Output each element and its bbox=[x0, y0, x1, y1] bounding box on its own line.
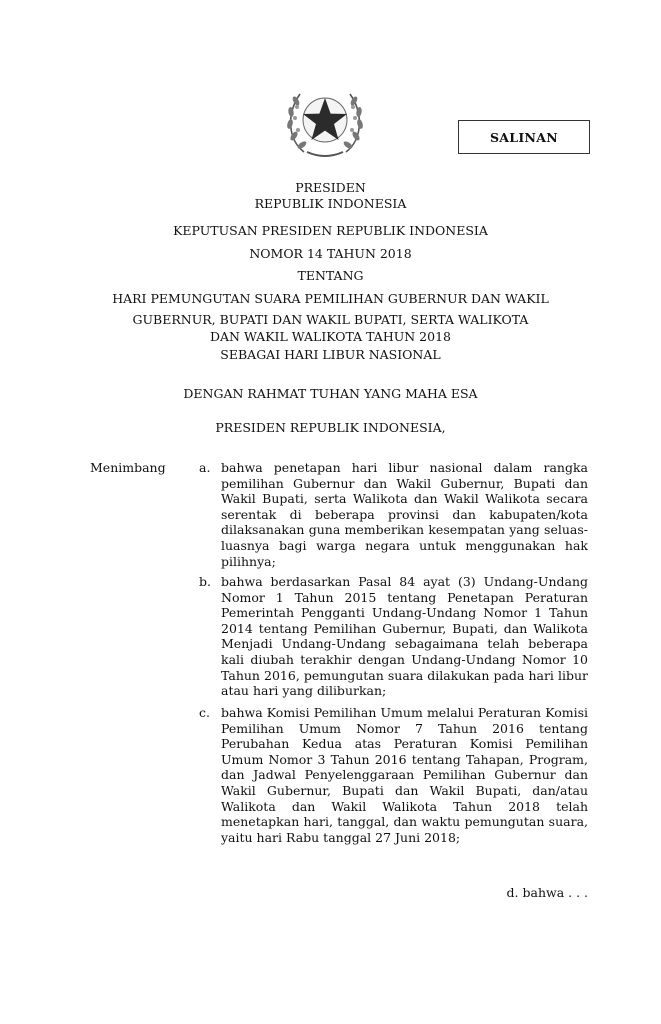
decree-title: KEPUTUSAN PRESIDEN REPUBLIK INDONESIA bbox=[173, 223, 488, 238]
considering-item-text: bahwa penetapan hari libur nasional dalam rangka pemilihan Gubernur dan Wakil Gubernur, Bupati dan Wakil Bupati, serta Walikota dan Wakil Walikota secara serentak di beberapa provinsi dan kabupaten/kota dilaksanakan guna memberikan kesempatan yang seluas-luasnya bagi warga negara untuk menggunakan hak pilihnya; bbox=[221, 460, 588, 569]
considering-label: Menimbang bbox=[90, 460, 166, 475]
blessing-line: DENGAN RAHMAT TUHAN YANG MAHA ESA bbox=[183, 386, 478, 401]
decree-subject-line: SEBAGAI HARI LIBUR NASIONAL bbox=[220, 347, 441, 362]
item-marker: c. bbox=[199, 705, 210, 720]
decree-number: NOMOR 14 TAHUN 2018 bbox=[249, 246, 412, 261]
header-republic: REPUBLIK INDONESIA bbox=[254, 196, 407, 211]
considering-item-text: bahwa berdasarkan Pasal 84 ayat (3) Undang-Undang Nomor 1 Tahun 2015 tentang Penetapan Peraturan Pemerintah Pengganti Undang-Undang Nomor 1 Tahun 2014 tentang Pemilihan Gubernur, Bupati, dan Walikota Menjadi Undang-Undang sebagaimana telah beberapa kali diubah terakhir dengan Undang-Undang Nomor 10 Tahun 2016, pemungutan suara dilakukan pada hari libur atau hari yang diliburkan; bbox=[221, 574, 588, 699]
decree-subject-line: DAN WAKIL WALIKOTA TAHUN 2018 bbox=[210, 329, 451, 344]
decree-subject-line: GUBERNUR, BUPATI DAN WAKIL BUPATI, SERTA WALIKOTA bbox=[132, 312, 529, 327]
decree-about: TENTANG bbox=[297, 268, 364, 283]
considering-item-text: bahwa Komisi Pemilihan Umum melalui Peraturan Komisi Pemilihan Umum Nomor 7 Tahun 2016 tentang Perubahan Kedua atas Peraturan Komisi Pemilihan Umum Nomor 3 Tahun 2016 tentang Tahapan, Program, dan Jadwal Penyelenggaraan Pemilihan Gubernur dan Wakil Gubernur, Bupati dan Wakil Bupati, dan/atau Walikota dan Wakil Walikota Tahun 2018 telah menetapkan hari, tanggal, dan waktu pemungutan suara, yaitu hari Rabu tanggal 27 Juni 2018; bbox=[221, 705, 588, 845]
decree-subject-line: HARI PEMUNGUTAN SUARA PEMILIHAN GUBERNUR DAN WAKIL bbox=[112, 291, 549, 306]
header-president: PRESIDEN bbox=[295, 180, 366, 195]
page-continuation: d. bahwa . . . bbox=[506, 885, 588, 900]
considering-item bbox=[221, 460, 588, 569]
considering-item bbox=[221, 705, 588, 845]
item-marker: b. bbox=[199, 574, 211, 589]
garuda-star-emblem-icon bbox=[282, 78, 368, 162]
considering-item bbox=[221, 574, 588, 699]
item-marker: a. bbox=[199, 460, 211, 475]
president-line: PRESIDEN REPUBLIK INDONESIA, bbox=[215, 420, 446, 435]
copy-stamp: SALINAN bbox=[458, 120, 590, 154]
